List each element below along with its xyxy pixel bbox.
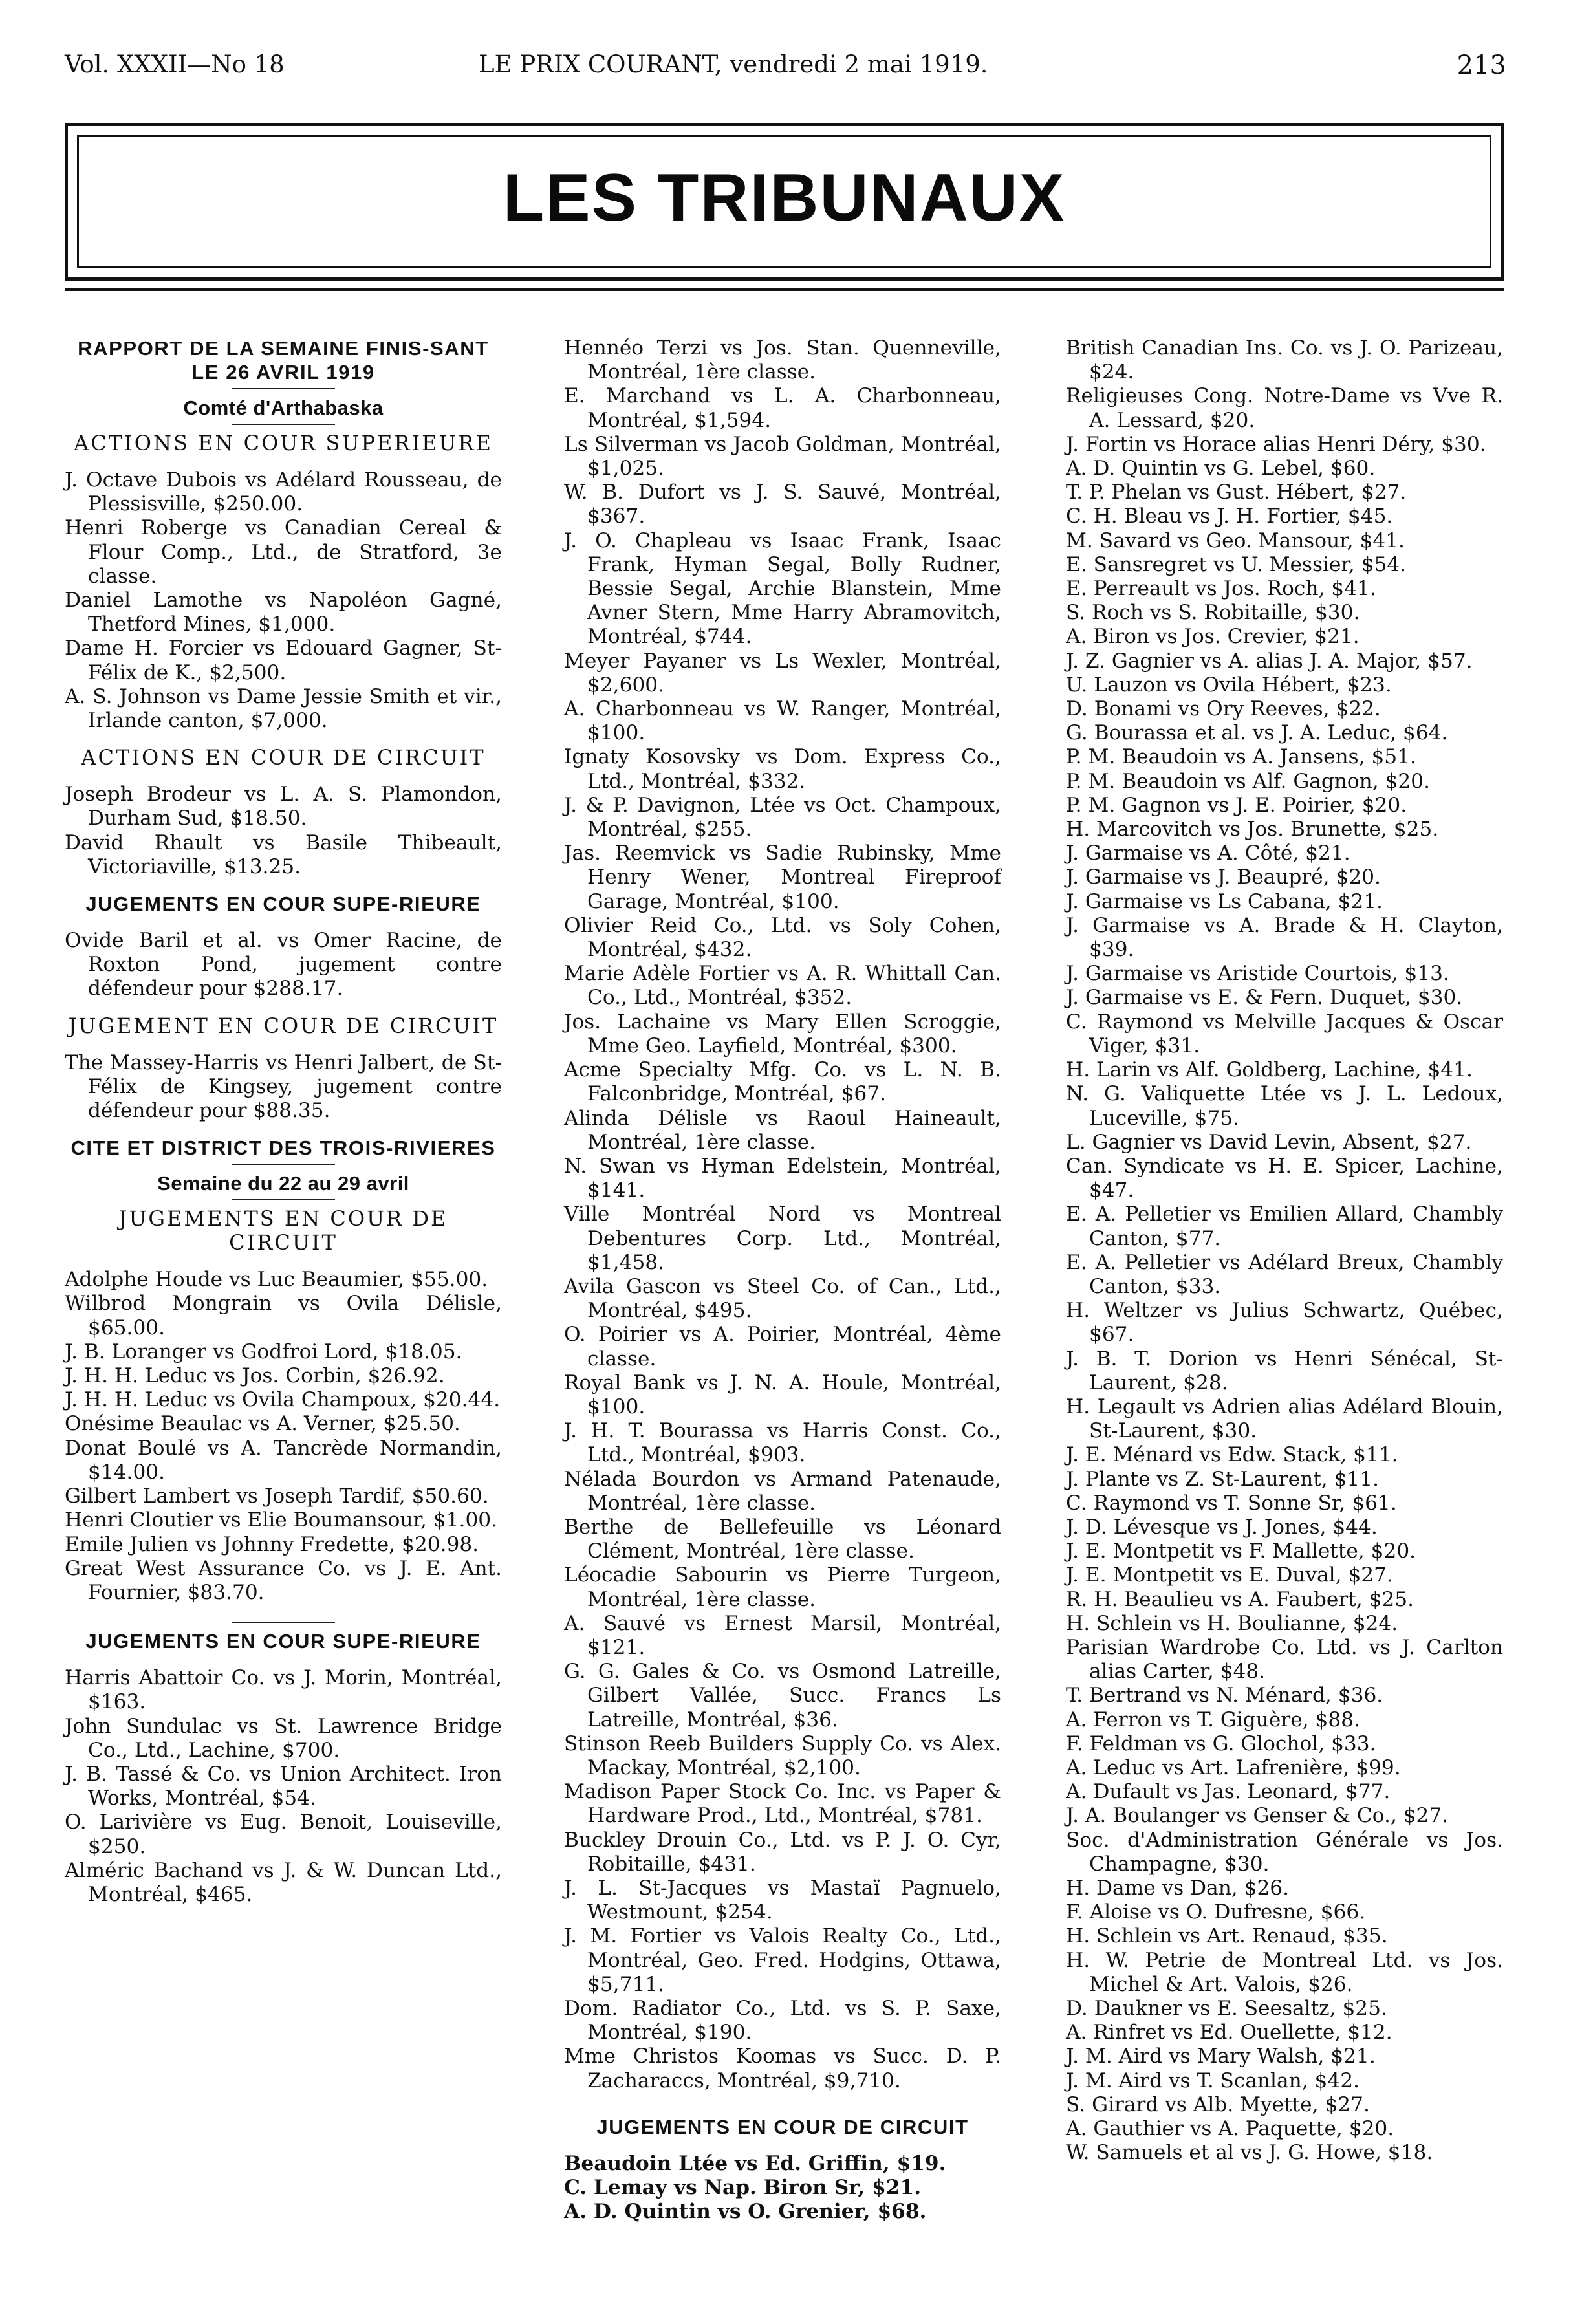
case-entry: Religieuses Cong. Notre-Dame vs Vve R. A. Lessard, $20. bbox=[1066, 384, 1503, 432]
district-heading: CITE ET DISTRICT DES TROIS-RIVIERES bbox=[70, 1136, 496, 1160]
section-heading: JUGEMENTS EN COUR SUPE-RIEURE bbox=[85, 1630, 481, 1653]
separator bbox=[232, 1164, 335, 1165]
case-entry: Jas. Reemvick vs Sadie Rubinsky, Mme Henry Wener, Montreal Fireproof Garage, Montréal, $100. bbox=[564, 842, 1001, 913]
case-entry: A. Rinfret vs Ed. Ouellette, $12. bbox=[1066, 2021, 1392, 2045]
case-entry: C. Lemay vs Nap. Biron Sr, $21. bbox=[564, 2176, 922, 2200]
case-entry: L. Gagnier vs David Levin, Absent, $27. bbox=[1066, 1130, 1472, 1154]
section-heading: ACTIONS EN COUR DE CIRCUIT bbox=[81, 745, 486, 770]
case-entry: J. B. Tassé & Co. vs Union Architect. Iron Works, Montréal, $54. bbox=[65, 1762, 502, 1810]
case-entry: T. Bertrand vs N. Ménard, $36. bbox=[1066, 1684, 1383, 1708]
case-entry: Olivier Reid Co., Ltd. vs Soly Cohen, Montréal, $432. bbox=[564, 913, 1001, 962]
case-entry: Royal Bank vs J. N. A. Houle, Montréal, $100. bbox=[564, 1371, 1001, 1418]
case-entry: Nélada Bourdon vs Armand Patenaude, Montréal, 1ère classe. bbox=[564, 1467, 1001, 1515]
case-entry: A. Ferron vs T. Giguère, $88. bbox=[1066, 1708, 1360, 1732]
case-entry: J. Garmaise vs Ls Cabana, $21. bbox=[1066, 889, 1383, 913]
case-entry: David Rhault vs Basile Thibeault, Victoriaville, $13.25. bbox=[65, 831, 502, 878]
case-entry: Beaudoin Ltée vs Ed. Griffin, $19. bbox=[564, 2151, 946, 2175]
case-entry: J. L. St-Jacques vs Mastaï Pagnuelo, Westmount, $254. bbox=[564, 1876, 1001, 1924]
column-1 bbox=[65, 336, 502, 1907]
case-entry: J. H. H. Leduc vs Jos. Corbin, $26.92. bbox=[65, 1364, 445, 1388]
case-entry: S. Girard vs Alb. Myette, $27. bbox=[1066, 2092, 1370, 2116]
case-entry: Great West Assurance Co. vs J. E. Ant. Fournier, $83.70. bbox=[65, 1556, 502, 1604]
case-entry: J. E. Montpetit vs E. Duval, $27. bbox=[1066, 1563, 1393, 1587]
case-entry: P. M. Gagnon vs J. E. Poirier, $20. bbox=[1066, 793, 1407, 817]
case-entry: Stinson Reeb Builders Supply Co. vs Alex. Mackay, Montréal, $2,100. bbox=[564, 1732, 1001, 1779]
case-entry: N. G. Valiquette Ltée vs J. L. Ledoux, Luceville, $75. bbox=[1066, 1082, 1503, 1130]
separator bbox=[232, 424, 335, 425]
case-entry: Ls Silverman vs Jacob Goldman, Montréal, $1,025. bbox=[564, 432, 1001, 481]
week-heading: Semaine du 22 au 29 avril bbox=[157, 1172, 409, 1195]
case-entry: The Massey-Harris vs Henri Jalbert, de St-Félix de Kingsey, jugement contre défendeur pour $88.35. bbox=[65, 1050, 502, 1123]
section-heading: JUGEMENTS EN COUR DE CIRCUIT bbox=[118, 1206, 448, 1255]
case-entry: Parisian Wardrobe Co. Ltd. vs J. Carlton alias Carter, $48. bbox=[1066, 1635, 1503, 1684]
case-entry: A. Dufault vs Jas. Leonard, $77. bbox=[1066, 1780, 1391, 1804]
case-entry: Alinda Délisle vs Raoul Haineault, Montréal, 1ère classe. bbox=[564, 1106, 1001, 1154]
case-entry: O. Larivière vs Eug. Benoit, Louiseville, $250. bbox=[65, 1810, 502, 1858]
case-entry: Joseph Brodeur vs L. A. S. Plamondon, Durham Sud, $18.50. bbox=[65, 783, 502, 831]
case-entry: T. P. Phelan vs Gust. Hébert, $27. bbox=[1066, 481, 1407, 505]
case-entry: Ville Montréal Nord vs Montreal Debentures Corp. Ltd., Montréal, $1,458. bbox=[564, 1202, 1001, 1274]
case-entry: E. Sansregret vs U. Messier, $54. bbox=[1066, 552, 1407, 576]
case-entry: Can. Syndicate vs H. E. Spicer, Lachine, $47. bbox=[1066, 1154, 1503, 1202]
case-entry: O. Poirier vs A. Poirier, Montréal, 4ème classe. bbox=[564, 1323, 1001, 1371]
case-entry: Onésime Beaulac vs A. Verner, $25.50. bbox=[65, 1412, 460, 1436]
case-entry: J. Octave Dubois vs Adélard Rousseau, de Plessisville, $250.00. bbox=[65, 468, 502, 516]
case-entry: Henri Cloutier vs Elie Boumansour, $1.00. bbox=[65, 1508, 498, 1532]
case-entry: Mme Christos Koomas vs Succ. D. P. Zacharaccs, Montréal, $9,710. bbox=[564, 2045, 1001, 2092]
case-entry: A. Leduc vs Art. Lafrenière, $99. bbox=[1066, 1755, 1401, 1779]
case-entry: J. O. Chapleau vs Isaac Frank, Isaac Frank, Hyman Segal, Bolly Rudner, Bessie Segal, Archie Blanstein, Mme Avner Stern, Mme Harry Abramovitch, Montréal, $744. bbox=[564, 528, 1001, 649]
case-entry: Madison Paper Stock Co. Inc. vs Paper & Hardware Prod., Ltd., Montréal, $781. bbox=[564, 1780, 1001, 1828]
case-entry: Ovide Baril et al. vs Omer Racine, de Roxton Pond, jugement contre défendeur pour $288.17. bbox=[65, 929, 502, 1001]
case-entry: H. W. Petrie de Montreal Ltd. vs Jos. Michel & Art. Valois, $26. bbox=[1066, 1948, 1503, 1996]
running-header bbox=[65, 50, 1506, 80]
case-entry: W. B. Dufort vs J. S. Sauvé, Montréal, $367. bbox=[564, 481, 1001, 528]
case-entry: C. H. Bleau vs J. H. Fortier, $45. bbox=[1066, 505, 1393, 528]
case-entry: H. Schlein vs Art. Renaud, $35. bbox=[1066, 1924, 1388, 1948]
separator bbox=[232, 388, 335, 389]
case-entry: Léocadie Sabourin vs Pierre Turgeon, Montréal, 1ère classe. bbox=[564, 1563, 1001, 1611]
volume-number: Vol. XXXII—No 18 bbox=[65, 50, 285, 78]
case-entry: J. H. T. Bourassa vs Harris Const. Co., Ltd., Montréal, $903. bbox=[564, 1419, 1001, 1467]
case-entry: J. & P. Davignon, Ltée vs Oct. Champoux, Montréal, $255. bbox=[564, 793, 1001, 842]
case-entry: J. M. Aird vs Mary Walsh, $21. bbox=[1066, 2045, 1376, 2069]
case-entry: E. A. Pelletier vs Adélard Breux, Chambly Canton, $33. bbox=[1066, 1250, 1503, 1298]
column-3 bbox=[1066, 336, 1503, 2165]
case-entry: Dame H. Forcier vs Edouard Gagner, St-Félix de K., $2,500. bbox=[65, 636, 502, 684]
case-entry: E. Marchand vs L. A. Charbonneau, Montréal, $1,594. bbox=[564, 384, 1001, 432]
case-entry: A. D. Quintin vs G. Lebel, $60. bbox=[1066, 457, 1376, 481]
case-entry: A. Charbonneau vs W. Ranger, Montréal, $100. bbox=[564, 697, 1001, 745]
separator bbox=[232, 1622, 335, 1623]
section-title: LES TRIBUNAUX bbox=[503, 160, 1066, 235]
case-entry: British Canadian Ins. Co. vs J. O. Parizeau, $24. bbox=[1066, 336, 1503, 384]
case-entry: J. B. T. Dorion vs Henri Sénécal, St-Laurent, $28. bbox=[1066, 1347, 1503, 1395]
case-entry: G. G. Gales & Co. vs Osmond Latreille, Gilbert Vallée, Succ. Francs Ls Latreille, Montréal, $36. bbox=[564, 1660, 1001, 1732]
column-2 bbox=[564, 336, 1001, 2224]
case-entry: J. Z. Gagnier vs A. alias J. A. Major, $57. bbox=[1066, 649, 1473, 673]
county-heading: Comté d'Arthabaska bbox=[183, 396, 384, 419]
case-entry: Wilbrod Mongrain vs Ovila Délisle, $65.00. bbox=[65, 1292, 502, 1340]
masthead-date: LE PRIX COURANT, vendredi 2 mai 1919. bbox=[479, 50, 988, 78]
case-entry: Buckley Drouin Co., Ltd. vs P. J. O. Cyr, Robitaille, $431. bbox=[564, 1828, 1001, 1876]
case-entry: Soc. d'Administration Générale vs Jos. Champagne, $30. bbox=[1066, 1828, 1503, 1876]
case-entry: Adolphe Houde vs Luc Beaumier, $55.00. bbox=[65, 1268, 488, 1292]
case-entry: H. Weltzer vs Julius Schwartz, Québec, $67. bbox=[1066, 1299, 1503, 1347]
separator bbox=[232, 1199, 335, 1200]
case-entry: E. A. Pelletier vs Emilien Allard, Chambly Canton, $77. bbox=[1066, 1202, 1503, 1250]
case-entry: Donat Boulé vs A. Tancrède Normandin, $14.00. bbox=[65, 1436, 502, 1484]
case-entry: Meyer Payaner vs Ls Wexler, Montréal, $2,600. bbox=[564, 649, 1001, 697]
case-entry: Emile Julien vs Johnny Fredette, $20.98. bbox=[65, 1532, 479, 1556]
case-entry: A. Sauvé vs Ernest Marsil, Montréal, $121. bbox=[564, 1611, 1001, 1659]
report-heading: RAPPORT DE LA SEMAINE FINIS-SANT LE 26 AVRIL 1919 bbox=[78, 337, 489, 384]
case-entry: N. Swan vs Hyman Edelstein, Montréal, $141. bbox=[564, 1154, 1001, 1202]
banner-rule bbox=[65, 288, 1504, 291]
case-entry: H. Marcovitch vs Jos. Brunette, $25. bbox=[1066, 818, 1439, 842]
section-heading: JUGEMENTS EN COUR DE CIRCUIT bbox=[596, 2115, 969, 2138]
case-entry: Berthe de Bellefeuille vs Léonard Clément, Montréal, 1ère classe. bbox=[564, 1515, 1001, 1563]
case-entry: F. Aloise vs O. Dufresne, $66. bbox=[1066, 1900, 1366, 1924]
case-entry: J. B. Loranger vs Godfroi Lord, $18.05. bbox=[65, 1340, 462, 1363]
case-entry: M. Savard vs Geo. Mansour, $41. bbox=[1066, 528, 1405, 552]
case-entry: J. M. Fortier vs Valois Realty Co., Ltd., Montréal, Geo. Fred. Hodgins, Ottawa, $5,711. bbox=[564, 1924, 1001, 1996]
case-entry: G. Bourassa et al. vs J. A. Leduc, $64. bbox=[1066, 721, 1448, 745]
case-entry: A. Biron vs Jos. Crevier, $21. bbox=[1066, 625, 1360, 649]
case-entry: J. M. Aird vs T. Scanlan, $42. bbox=[1066, 2069, 1360, 2092]
case-entry: J. Fortin vs Horace alias Henri Déry, $30. bbox=[1066, 432, 1486, 456]
page-number: 213 bbox=[1457, 50, 1506, 80]
case-entry: J. E. Montpetit vs F. Mallette, $20. bbox=[1066, 1539, 1416, 1563]
case-entry: A. S. Johnson vs Dame Jessie Smith et vir., Irlande canton, $7,000. bbox=[65, 684, 502, 733]
case-entry: Henri Roberge vs Canadian Cereal & Flour Comp., Ltd., de Stratford, 3e classe. bbox=[65, 516, 502, 588]
case-entry: H. Schlein vs H. Boulianne, $24. bbox=[1066, 1611, 1398, 1635]
section-banner bbox=[65, 123, 1504, 281]
case-entry: P. M. Beaudoin vs A. Jansens, $51. bbox=[1066, 745, 1416, 769]
case-entry: A. Gauthier vs A. Paquette, $20. bbox=[1066, 2117, 1394, 2141]
case-entry: R. H. Beaulieu vs A. Faubert, $25. bbox=[1066, 1587, 1414, 1611]
case-entry: Ignaty Kosovsky vs Dom. Express Co., Ltd., Montréal, $332. bbox=[564, 745, 1001, 793]
section-heading: ACTIONS EN COUR SUPERIEURE bbox=[74, 431, 493, 455]
case-entry: J. A. Boulanger vs Genser & Co., $27. bbox=[1066, 1804, 1449, 1828]
case-entry: J. D. Lévesque vs J. Jones, $44. bbox=[1066, 1515, 1378, 1539]
case-entry: H. Dame vs Dan, $26. bbox=[1066, 1876, 1290, 1900]
case-entry: J. Plante vs Z. St-Laurent, $11. bbox=[1066, 1467, 1380, 1491]
case-entry: J. Garmaise vs A. Côté, $21. bbox=[1066, 842, 1350, 865]
case-entry: C. Raymond vs Melville Jacques & Oscar Viger, $31. bbox=[1066, 1010, 1503, 1058]
case-entry: J. Garmaise vs Aristide Courtois, $13. bbox=[1066, 962, 1449, 986]
case-entry: Hennéo Terzi vs Jos. Stan. Quenneville, Montréal, 1ère classe. bbox=[564, 336, 1001, 384]
case-entry: Harris Abattoir Co. vs J. Morin, Montréal, $163. bbox=[65, 1666, 502, 1714]
case-entry: H. Larin vs Alf. Goldberg, Lachine, $41. bbox=[1066, 1058, 1473, 1082]
case-entry: Alméric Bachand vs J. & W. Duncan Ltd., Montréal, $465. bbox=[65, 1858, 502, 1906]
case-entry: Daniel Lamothe vs Napoléon Gagné, Thetford Mines, $1,000. bbox=[65, 589, 502, 636]
case-entry: Gilbert Lambert vs Joseph Tardif, $50.60. bbox=[65, 1484, 489, 1508]
case-entry: S. Roch vs S. Robitaille, $30. bbox=[1066, 601, 1360, 625]
case-entry: Dom. Radiator Co., Ltd. vs S. P. Saxe, Montréal, $190. bbox=[564, 1997, 1001, 2045]
case-entry: J. Garmaise vs A. Brade & H. Clayton, $39. bbox=[1066, 913, 1503, 962]
case-entry: F. Feldman vs G. Glochol, $33. bbox=[1066, 1732, 1376, 1755]
case-entry: U. Lauzon vs Ovila Hébert, $23. bbox=[1066, 673, 1392, 697]
case-entry: Acme Specialty Mfg. Co. vs L. N. B. Falconbridge, Montréal, $67. bbox=[564, 1058, 1001, 1106]
case-entry: J. H. H. Leduc vs Ovila Champoux, $20.44. bbox=[65, 1388, 501, 1412]
case-entry: Marie Adèle Fortier vs A. R. Whittall Can. Co., Ltd., Montréal, $352. bbox=[564, 962, 1001, 1010]
section-heading: JUGEMENTS EN COUR SUPE-RIEURE bbox=[85, 893, 481, 916]
case-entry: E. Perreault vs Jos. Roch, $41. bbox=[1066, 577, 1376, 601]
case-entry: D. Bonami vs Ory Reeves, $22. bbox=[1066, 697, 1381, 721]
case-entry: J. Garmaise vs E. & Fern. Duquet, $30. bbox=[1066, 986, 1463, 1010]
case-entry: A. D. Quintin vs O. Grenier, $68. bbox=[564, 2200, 927, 2224]
case-entry: Jos. Lachaine vs Mary Ellen Scroggie, Mme Geo. Layfield, Montréal, $300. bbox=[564, 1010, 1001, 1058]
case-entry: Avila Gascon vs Steel Co. of Can., Ltd., Montréal, $495. bbox=[564, 1274, 1001, 1323]
case-entry: C. Raymond vs T. Sonne Sr, $61. bbox=[1066, 1491, 1397, 1515]
section-heading: JUGEMENT EN COUR DE CIRCUIT bbox=[68, 1013, 499, 1038]
case-entry: John Sundulac vs St. Lawrence Bridge Co., Ltd., Lachine, $700. bbox=[65, 1714, 502, 1762]
case-entry: H. Legault vs Adrien alias Adélard Blouin, St-Laurent, $30. bbox=[1066, 1395, 1503, 1443]
case-entry: P. M. Beaudoin vs Alf. Gagnon, $20. bbox=[1066, 769, 1431, 793]
case-entry: W. Samuels et al vs J. G. Howe, $18. bbox=[1066, 2141, 1433, 2165]
case-entry: J. E. Ménard vs Edw. Stack, $11. bbox=[1066, 1443, 1398, 1467]
case-entry: J. Garmaise vs J. Beaupré, $20. bbox=[1066, 865, 1381, 889]
case-entry: D. Daukner vs E. Seesaltz, $25. bbox=[1066, 1997, 1387, 2021]
